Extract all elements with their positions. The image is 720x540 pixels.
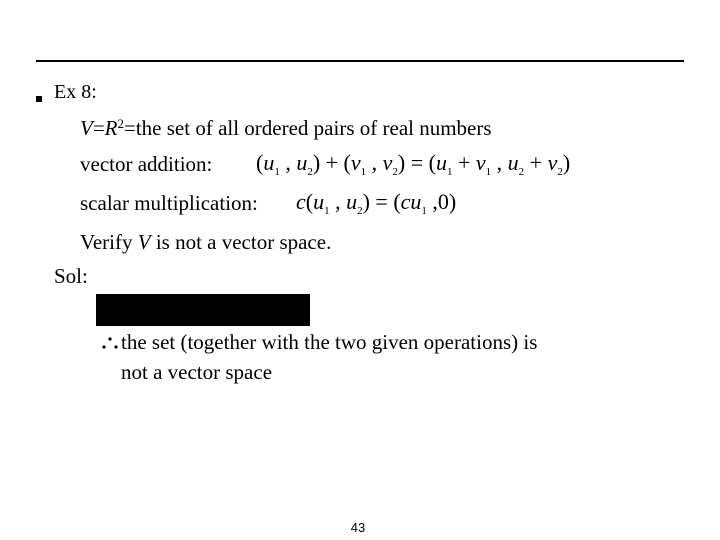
- title-rule: [36, 60, 684, 62]
- conclusion-line-2: not a vector space: [121, 360, 273, 384]
- scalar-formula: $c(u_1$ , $u_2) = (cu_1$ ,0): [296, 189, 457, 217]
- addition-formula: ($u_1$ , $u_2) + (v_1$ , $v_2) = (u_1 + v_1$ , $u_2 + v_2$): [256, 150, 571, 178]
- page-number: 43: [350, 520, 366, 535]
- redacted-block: [96, 294, 310, 326]
- conclusion-line-1: the set (together with the two given operations) is: [121, 330, 538, 354]
- addition-label: vector addition:: [80, 152, 213, 176]
- set-description: =the set of all ordered pairs of real numbers: [124, 116, 492, 140]
- r-symbol: R: [104, 116, 118, 140]
- verify-statement: Verify V is not a vector space.: [80, 230, 332, 254]
- r-exponent: 2: [117, 116, 124, 131]
- example-title: Ex 8:: [54, 81, 97, 103]
- v-symbol: V: [80, 116, 93, 140]
- set-definition: $V=R^2=the$ set of all ordered pairs of real numbers: [80, 116, 492, 140]
- therefore-icon: [101, 336, 119, 350]
- scalar-label: scalar multiplication:: [80, 191, 258, 215]
- solution-label: Sol:: [54, 264, 88, 288]
- bullet-icon: [36, 96, 42, 102]
